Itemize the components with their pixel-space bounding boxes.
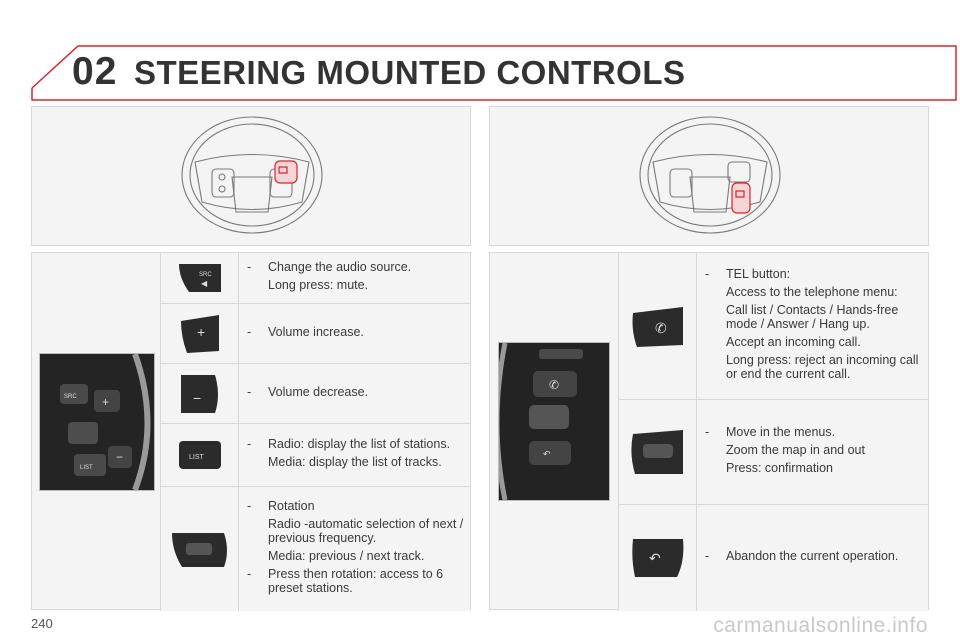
page-number: 240 xyxy=(31,616,53,631)
table-row xyxy=(618,400,928,505)
table-row xyxy=(618,505,928,611)
svg-text:−: − xyxy=(192,389,201,406)
svg-text:✆: ✆ xyxy=(654,321,667,337)
table-row xyxy=(160,487,470,611)
row-text: - Radio: display the list of stations. Media: display the list of tracks. xyxy=(247,437,451,469)
tel-button-icon xyxy=(627,301,689,351)
watermark: carmanualsonline.info xyxy=(713,614,928,637)
steering-wheel-left-icon xyxy=(32,107,472,247)
thumbwheel-thumbnail xyxy=(161,487,239,611)
svg-text:↶: ↶ xyxy=(648,551,661,567)
volume-up-icon xyxy=(175,311,225,357)
table-row xyxy=(618,253,928,400)
left-rows xyxy=(160,253,470,609)
right-controls-photo xyxy=(498,342,610,501)
row-text: - Abandon the current operation. xyxy=(705,549,899,563)
steering-wheel-right-illustration xyxy=(489,106,929,246)
svg-text:SRC: SRC xyxy=(64,394,77,400)
right-button-cluster-photo-icon xyxy=(499,343,609,500)
chapter-number: 02 xyxy=(72,50,118,93)
tel-button-thumbnail xyxy=(619,253,697,399)
right-controls-table xyxy=(489,252,929,610)
thumbwheel-icon xyxy=(168,527,232,571)
list-button-thumbnail xyxy=(161,424,239,486)
scroll-wheel-thumbnail xyxy=(619,400,697,504)
src-button-icon xyxy=(175,258,225,298)
volume-up-thumbnail xyxy=(161,304,239,363)
svg-text:↶: ↶ xyxy=(543,450,551,460)
steering-wheel-right-icon xyxy=(490,107,930,247)
svg-text:LIST: LIST xyxy=(188,454,204,461)
steering-wheel-left-illustration xyxy=(31,106,471,246)
svg-text:SRC: SRC xyxy=(198,272,212,278)
volume-down-thumbnail xyxy=(161,364,239,423)
row-text: - Volume decrease. xyxy=(247,384,369,399)
left-controls-table xyxy=(31,252,471,610)
page-title: STEERING MOUNTED CONTROLS xyxy=(134,54,686,91)
svg-text:+: + xyxy=(196,323,205,340)
left-controls-photo xyxy=(39,353,155,491)
row-text: - Rotation Radio -automatic selection of next / previous frequency. Media: previous / next track. - Press then rotation: access to 6 preset stations. xyxy=(247,499,464,595)
svg-text:−: − xyxy=(116,450,124,464)
svg-text:◀: ◀ xyxy=(200,279,207,288)
table-row xyxy=(160,364,470,424)
svg-text:+: + xyxy=(102,395,110,409)
row-text: - Change the audio source. Long press: mute. xyxy=(247,260,412,292)
table-row xyxy=(160,424,470,487)
left-button-cluster-photo-icon xyxy=(40,354,154,490)
volume-down-icon xyxy=(175,371,225,417)
svg-text:LIST: LIST xyxy=(80,465,93,471)
list-button-icon xyxy=(175,435,225,475)
table-row xyxy=(160,253,470,304)
right-rows xyxy=(618,253,928,609)
svg-text:✆: ✆ xyxy=(549,378,560,392)
row-text: - Volume increase. xyxy=(247,324,364,339)
back-button-thumbnail xyxy=(619,505,697,611)
scroll-wheel-icon xyxy=(627,426,689,478)
back-arrow-icon xyxy=(627,533,689,583)
table-row xyxy=(160,304,470,364)
src-button-thumbnail xyxy=(161,253,239,303)
row-text: - Move in the menus. Zoom the map in and out Press: confirmation xyxy=(705,425,865,475)
row-text: - TEL button: Access to the telephone menu: Call list / Contacts / Hands-free mode / Answer / Hang up. Accept an incoming call. Long press: reject an incoming call or end the current call. xyxy=(705,267,919,381)
